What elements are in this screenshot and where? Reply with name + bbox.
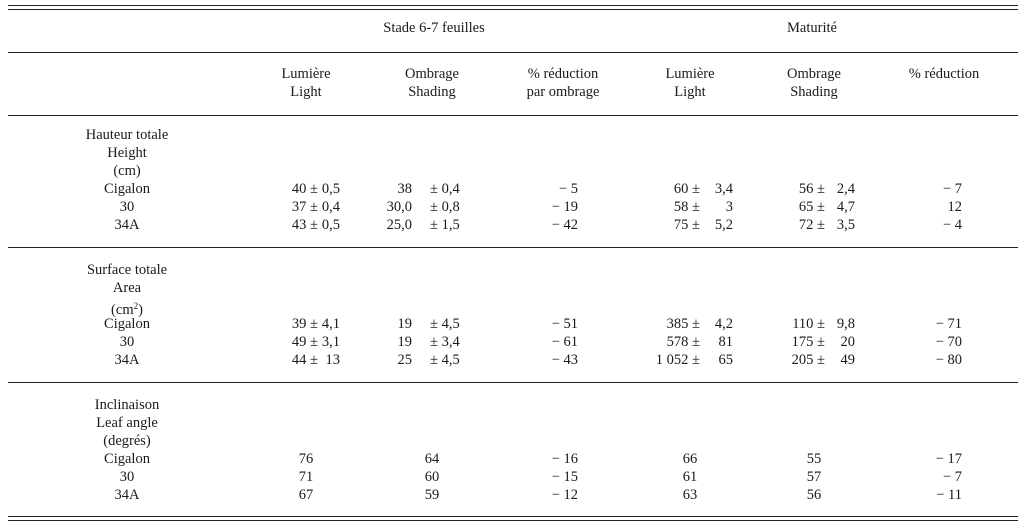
row-label: Cigalon [104,451,150,467]
cell-sd: 81 [718,334,733,350]
cell-sd: 13 [325,352,340,368]
cell-value: 61 [682,469,698,485]
cell-mean: 110 ± [792,316,825,332]
cell-sd: 5,2 [714,217,733,233]
cell-mean: 205 ± [791,352,825,368]
section-rule-1 [8,247,1018,248]
cell-reduction: − 15 [551,469,578,485]
cell-sd: ± 1,5 [430,217,460,233]
group-header-rule [8,52,1018,53]
section-title-line: Leaf angle [96,415,158,431]
cell-mean: 25 [397,352,412,368]
section-title-line: Hauteur totale [85,127,169,143]
cell-reduction: − 51 [551,316,578,332]
cell-sd: ± 4,5 [430,316,460,332]
cell-sd: 9,8 [836,316,855,332]
cell-mean: 44 ± [291,352,318,368]
row-label: Cigalon [104,181,150,197]
cell-reduction: − 16 [551,451,578,467]
cell-value: 66 [682,451,698,467]
cell-mean: 385 ± [666,316,700,332]
cell-reduction: − 42 [551,217,578,233]
section-title-unit: $(cm^2)$ [111,301,143,318]
cell-sd: 4,7 [836,199,855,215]
col-shade1-fr: Ombrage [405,66,459,82]
cell-reduction: − 11 [936,487,962,503]
cell-reduction: − 71 [935,316,962,332]
cell-sd: 2,4 [836,181,855,197]
cell-mean: 56 ± [798,181,825,197]
row-label: 30 [119,469,135,485]
col-light2-fr: Lumière [665,66,715,82]
cell-mean: 19 [397,334,412,350]
section-title-line: (degrés) [103,433,151,449]
cell-reduction: − 61 [551,334,578,350]
cell-reduction: − 7 [942,181,962,197]
bottom-rule-1 [8,516,1018,517]
cell-mean: 75 ± [673,217,700,233]
cell-value: 56 [806,487,822,503]
cell-mean: 49 ± [291,334,318,350]
cell-mean: 65 ± [798,199,825,215]
col-light1-fr: Lumière [281,66,331,82]
cell-mean: 58 ± [673,199,700,215]
cell-sd: 4,2 [714,316,733,332]
cell-reduction: − 4 [942,217,962,233]
top-rule-2 [8,9,1018,10]
cell-sd: ± 3,4 [430,334,460,350]
cell-mean: 72 ± [798,217,825,233]
cell-mean: 43 ± [291,217,318,233]
col-red1-fr: % réduction [527,66,599,82]
cell-sd: 20 [840,334,855,350]
cell-mean: 39 ± [291,316,318,332]
col-shade2-fr: Ombrage [787,66,841,82]
cell-sd: 0,4 [321,199,340,215]
group-header-stade: Stade 6-7 feuilles [383,20,485,36]
cell-reduction: − 70 [935,334,962,350]
cell-value: 76 [298,451,314,467]
cell-sd: 3,4 [714,181,733,197]
col-red1-en: par ombrage [526,84,600,100]
cell-sd: 4,1 [321,316,340,332]
col-light2-en: Light [674,84,706,100]
cell-reduction: − 80 [935,352,962,368]
cell-value: 67 [298,487,314,503]
top-rule-1 [8,5,1018,6]
cell-sd: 3,5 [836,217,855,233]
cell-sd: 0,5 [321,217,340,233]
section-title-line: Height [107,145,147,161]
cell-sd: ± 4,5 [430,352,460,368]
section-title-line: Surface totale [86,262,168,278]
cell-sd: 65 [718,352,733,368]
cell-mean: 40 ± [291,181,318,197]
cell-mean: 30,0 [386,199,412,215]
row-label: 30 [119,199,135,215]
cell-reduction: − 7 [942,469,962,485]
col-light1-en: Light [290,84,322,100]
section-title-line: Inclinaison [94,397,160,413]
row-label: 34A [114,352,140,368]
cell-reduction: − 5 [558,181,578,197]
column-header-rule [8,115,1018,116]
col-red2-fr: % réduction [908,66,980,82]
group-header-maturite: Maturité [787,20,837,36]
cell-reduction: − 17 [935,451,962,467]
cell-reduction: − 43 [551,352,578,368]
cell-mean: 37 ± [291,199,318,215]
section-title-line: Area [112,280,142,296]
section-rule-2 [8,382,1018,383]
cell-value: 63 [682,487,698,503]
cell-value: 57 [806,469,822,485]
row-label: 34A [114,487,140,503]
col-shade2-en: Shading [790,84,838,100]
cell-mean: 578 ± [666,334,700,350]
cell-reduction: − 12 [551,487,578,503]
cell-sd: ± 0,8 [430,199,460,215]
bottom-rule-2 [8,520,1018,521]
cell-sd: 49 [840,352,855,368]
cell-reduction: − 19 [551,199,578,215]
cell-sd: 0,5 [321,181,340,197]
cell-mean: 175 ± [791,334,825,350]
cell-mean: 60 ± [673,181,700,197]
row-label: Cigalon [104,316,150,332]
cell-sd: 3 [725,199,733,215]
cell-value: 71 [298,469,314,485]
cell-mean: 38 [397,181,412,197]
cell-mean: 1 052 ± [655,352,700,368]
cell-reduction: 12 [947,199,962,215]
row-label: 34A [114,217,140,233]
cell-sd: 3,1 [321,334,340,350]
cell-value: 64 [424,451,440,467]
section-title-line: (cm) [113,163,141,179]
cell-value: 60 [424,469,440,485]
cell-value: 59 [424,487,440,503]
cell-value: 55 [806,451,822,467]
col-shade1-en: Shading [408,84,456,100]
cell-mean: 19 [397,316,412,332]
cell-mean: 25,0 [386,217,412,233]
cell-sd: ± 0,4 [430,181,460,197]
row-label: 30 [119,334,135,350]
